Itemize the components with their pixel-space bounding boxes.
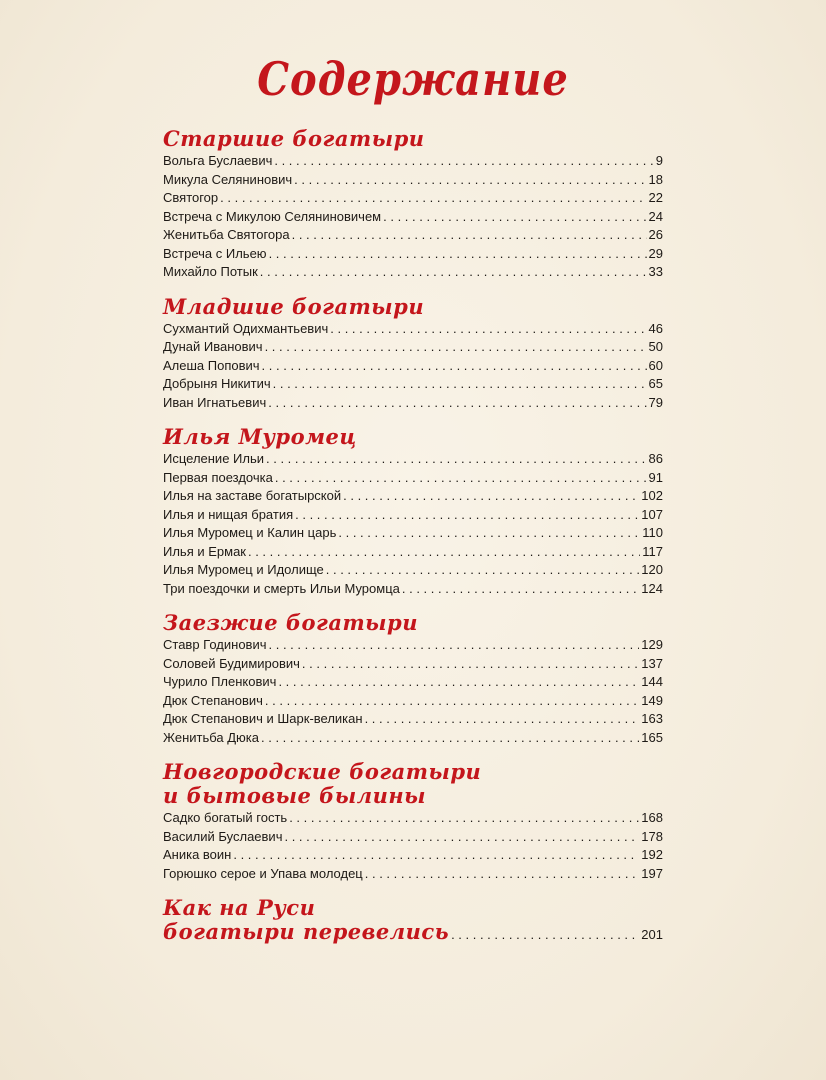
section-heading: Как на Руси xyxy=(163,895,316,920)
dot-leader xyxy=(451,927,639,942)
entry-title: Первая поездочка xyxy=(163,469,273,485)
entry-title: Аника воин xyxy=(163,847,232,862)
entry-title: Чурило Пленкович xyxy=(163,674,277,689)
toc-entry[interactable] xyxy=(163,245,663,264)
dot-leader xyxy=(273,375,647,394)
entry-page-number: 201 xyxy=(641,927,663,942)
toc-entry[interactable] xyxy=(163,469,663,488)
table-of-contents xyxy=(163,128,663,957)
entry-page-number: 165 xyxy=(641,729,663,745)
dot-leader xyxy=(338,524,640,543)
entry-page-number: 120 xyxy=(641,562,663,577)
toc-entry[interactable] xyxy=(163,375,663,394)
dot-leader xyxy=(330,320,646,339)
entry-page-number: 26 xyxy=(648,227,663,242)
entry-title: Святогор xyxy=(163,190,219,205)
toc-entry[interactable] xyxy=(163,729,663,748)
toc-entry[interactable] xyxy=(163,673,663,692)
toc-entry[interactable] xyxy=(163,655,663,674)
dot-leader xyxy=(365,710,640,729)
entry-title: Василий Буслаевич xyxy=(163,828,283,844)
toc-section xyxy=(163,761,663,883)
entry-title: Женитьба Святогора xyxy=(163,227,290,242)
toc-entry[interactable] xyxy=(163,809,663,828)
toc-entry[interactable] xyxy=(163,487,663,506)
dot-leader xyxy=(269,636,640,655)
entry-title: Садко богатый гость xyxy=(163,810,288,825)
toc-entry[interactable] xyxy=(163,692,663,711)
dot-leader xyxy=(383,208,646,227)
dot-leader xyxy=(275,469,647,488)
dot-leader xyxy=(260,263,647,282)
entry-page-number: 178 xyxy=(641,828,663,844)
toc-section-final xyxy=(163,897,663,943)
entry-title: Три поездочки и смерть Ильи Муромца xyxy=(163,580,400,596)
toc-entry[interactable] xyxy=(163,171,663,190)
toc-entry[interactable] xyxy=(163,561,663,580)
dot-leader xyxy=(265,338,647,357)
dot-leader xyxy=(326,561,640,580)
entry-title: Микула Селянинович xyxy=(163,171,293,187)
toc-entry[interactable] xyxy=(163,357,663,376)
toc-entry[interactable] xyxy=(163,208,663,227)
dot-leader xyxy=(274,152,653,171)
entry-title: Дюк Степанович и Шарк-великан xyxy=(163,711,363,726)
toc-section xyxy=(163,293,663,413)
toc-entry[interactable] xyxy=(163,846,663,865)
entry-page-number: 86 xyxy=(648,451,663,466)
entry-page-number: 149 xyxy=(641,692,663,708)
entry-page-number: 192 xyxy=(641,847,663,862)
entry-page-number: 18 xyxy=(648,171,663,187)
toc-entry[interactable] xyxy=(163,543,663,562)
toc-entry-final[interactable] xyxy=(163,921,663,943)
entry-page-number: 163 xyxy=(641,711,663,726)
toc-section xyxy=(163,612,663,747)
entry-page-number: 117 xyxy=(642,543,663,559)
entry-title: Вольга Буслаевич xyxy=(163,153,273,168)
entry-page-number: 168 xyxy=(641,810,663,825)
entry-title: Соловей Будимирович xyxy=(163,655,300,671)
dot-leader xyxy=(262,357,647,376)
dot-leader xyxy=(266,450,647,469)
entry-page-number: 29 xyxy=(648,245,663,261)
entry-title: Женитьба Дюка xyxy=(163,729,259,745)
toc-entry[interactable] xyxy=(163,506,663,525)
entry-title: Сухмантий Одихмантьевич xyxy=(163,320,329,336)
toc-entry[interactable] xyxy=(163,710,663,729)
dot-leader xyxy=(289,809,639,828)
entry-page-number: 50 xyxy=(648,339,663,354)
entry-title: Илья на заставе богатырской xyxy=(163,488,342,503)
toc-entry[interactable] xyxy=(163,394,663,413)
toc-entry[interactable] xyxy=(163,152,663,171)
entry-page-number: 107 xyxy=(641,506,663,522)
entry-page-number: 79 xyxy=(648,394,663,410)
entry-page-number: 144 xyxy=(641,674,663,689)
entry-title: Илья и Ермак xyxy=(163,543,246,559)
entry-title: Михайло Потык xyxy=(163,264,258,279)
entry-title: Встреча с Микулою Селяниновичем xyxy=(163,208,382,224)
dot-leader xyxy=(265,692,639,711)
entry-page-number: 65 xyxy=(648,376,663,391)
entry-page-number: 110 xyxy=(642,525,663,540)
dot-leader xyxy=(343,487,639,506)
toc-entry[interactable] xyxy=(163,450,663,469)
entry-page-number: 129 xyxy=(641,637,663,652)
entry-page-number: 22 xyxy=(648,190,663,205)
dot-leader xyxy=(268,394,646,413)
page-title: Содержание xyxy=(257,52,569,107)
entry-page-number: 91 xyxy=(648,469,663,485)
toc-section xyxy=(163,128,663,282)
entry-title: Добрыня Никитич xyxy=(163,376,271,391)
entry-page-number: 102 xyxy=(641,488,663,503)
entry-page-number: 197 xyxy=(641,865,663,881)
dot-leader xyxy=(284,828,639,847)
entry-title: Встреча с Ильею xyxy=(163,245,267,261)
entry-title: Дюк Степанович xyxy=(163,692,263,708)
entry-title: Исцеление Ильи xyxy=(163,451,265,466)
dot-leader xyxy=(220,189,646,208)
toc-entry[interactable] xyxy=(163,338,663,357)
entry-title: Ставр Годинович xyxy=(163,637,267,652)
dot-leader xyxy=(278,673,639,692)
toc-entry[interactable] xyxy=(163,636,663,655)
section-heading: богатыри перевелись xyxy=(163,919,450,944)
section-heading: Старшие богатыри xyxy=(163,126,425,151)
entry-title: Алеша Попович xyxy=(163,357,260,373)
dot-leader xyxy=(295,506,639,525)
entry-title: Дунай Иванович xyxy=(163,339,263,354)
toc-entry[interactable] xyxy=(163,580,663,599)
entry-title: Илья Муромец и Идолище xyxy=(163,562,324,577)
section-heading: Младшие богатыри xyxy=(163,293,425,319)
entry-title: Горюшко серое и Упава молодец xyxy=(163,865,363,881)
entry-page-number: 9 xyxy=(655,153,663,168)
entry-page-number: 124 xyxy=(641,580,663,596)
entry-page-number: 60 xyxy=(648,357,663,373)
entry-page-number: 33 xyxy=(648,264,663,279)
dot-leader xyxy=(302,655,639,674)
entry-page-number: 24 xyxy=(648,208,663,224)
dot-leader xyxy=(269,245,647,264)
dot-leader xyxy=(294,171,646,190)
section-heading: Новгородские богатыри xyxy=(163,759,482,784)
toc-entry[interactable] xyxy=(163,524,663,543)
entry-title: Иван Игнатьевич xyxy=(163,394,267,410)
toc-section xyxy=(163,426,663,598)
toc-entry[interactable] xyxy=(163,865,663,884)
section-heading: Заезжие богатыри xyxy=(163,610,419,635)
toc-entry[interactable] xyxy=(163,226,663,245)
toc-entry[interactable] xyxy=(163,189,663,208)
dot-leader xyxy=(261,729,639,748)
entry-page-number: 137 xyxy=(641,655,663,671)
section-heading: Илья Муромец xyxy=(163,424,357,449)
entry-title: Илья и нищая братия xyxy=(163,506,294,522)
toc-entry[interactable] xyxy=(163,320,663,339)
toc-entry[interactable] xyxy=(163,828,663,847)
dot-leader xyxy=(365,865,640,884)
entry-title: Илья Муромец и Калин царь xyxy=(163,525,337,540)
entry-page-number: 46 xyxy=(648,320,663,336)
toc-entry[interactable] xyxy=(163,263,663,282)
dot-leader xyxy=(248,543,640,562)
section-heading: и бытовые былины xyxy=(163,783,427,808)
dot-leader xyxy=(402,580,639,599)
dot-leader xyxy=(233,846,639,865)
dot-leader xyxy=(292,226,647,245)
